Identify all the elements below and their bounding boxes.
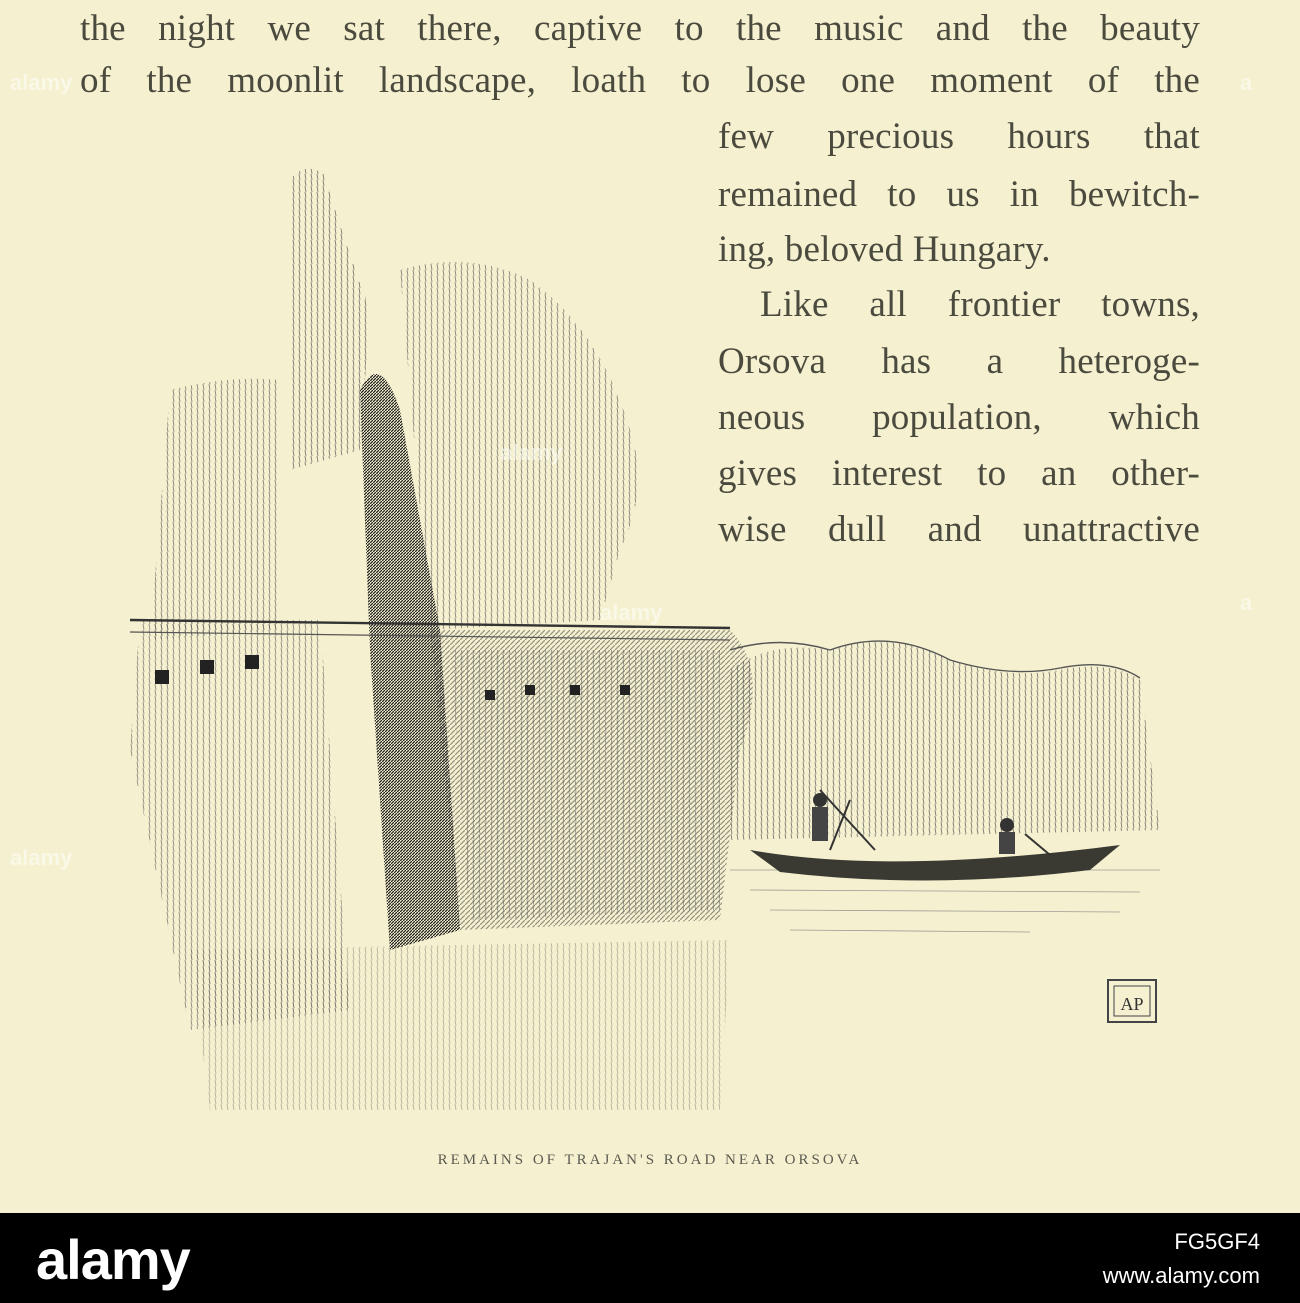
watermark-logo: a <box>1240 70 1253 95</box>
text-line-10: wise dull and unattractive <box>718 509 1200 550</box>
text-line-2: of the moonlit landscape, loath to lose one moment of the <box>80 60 1200 101</box>
text-line-4: remained to us in bewitch- <box>718 174 1200 215</box>
watermark-logo: alamy <box>10 70 73 95</box>
watermark-logo: a <box>1240 590 1253 615</box>
text-line-7: Orsova has a heteroge- <box>718 341 1200 382</box>
text-line-8: neous population, which <box>718 397 1200 438</box>
text-line-3: few precious hours that <box>718 116 1200 157</box>
svg-text:AP: AP <box>1120 994 1144 1014</box>
stock-footer-bar <box>0 1213 1300 1303</box>
watermark-logo: alamy <box>10 845 73 870</box>
text-line-5: ing, beloved Hungary. <box>718 229 1051 270</box>
alamy-logo: alamy <box>36 1228 190 1291</box>
text-line-9: gives interest to an other- <box>718 453 1200 494</box>
artist-monogram <box>1108 980 1156 1022</box>
watermark-logo: alamy <box>600 600 663 625</box>
site-url-label: www.alamy.com <box>1102 1263 1260 1288</box>
image-id-label: FG5GF4 <box>1174 1229 1260 1254</box>
text-line-1: the night we sat there, captive to the music and the beauty <box>80 8 1200 49</box>
engraving-illustration <box>130 150 1190 1130</box>
illustration-caption: REMAINS OF TRAJAN'S ROAD NEAR ORSOVA <box>437 1152 863 1168</box>
text-line-6: Like all frontier towns, <box>760 284 1200 325</box>
watermark-logo: alamy <box>500 440 563 465</box>
